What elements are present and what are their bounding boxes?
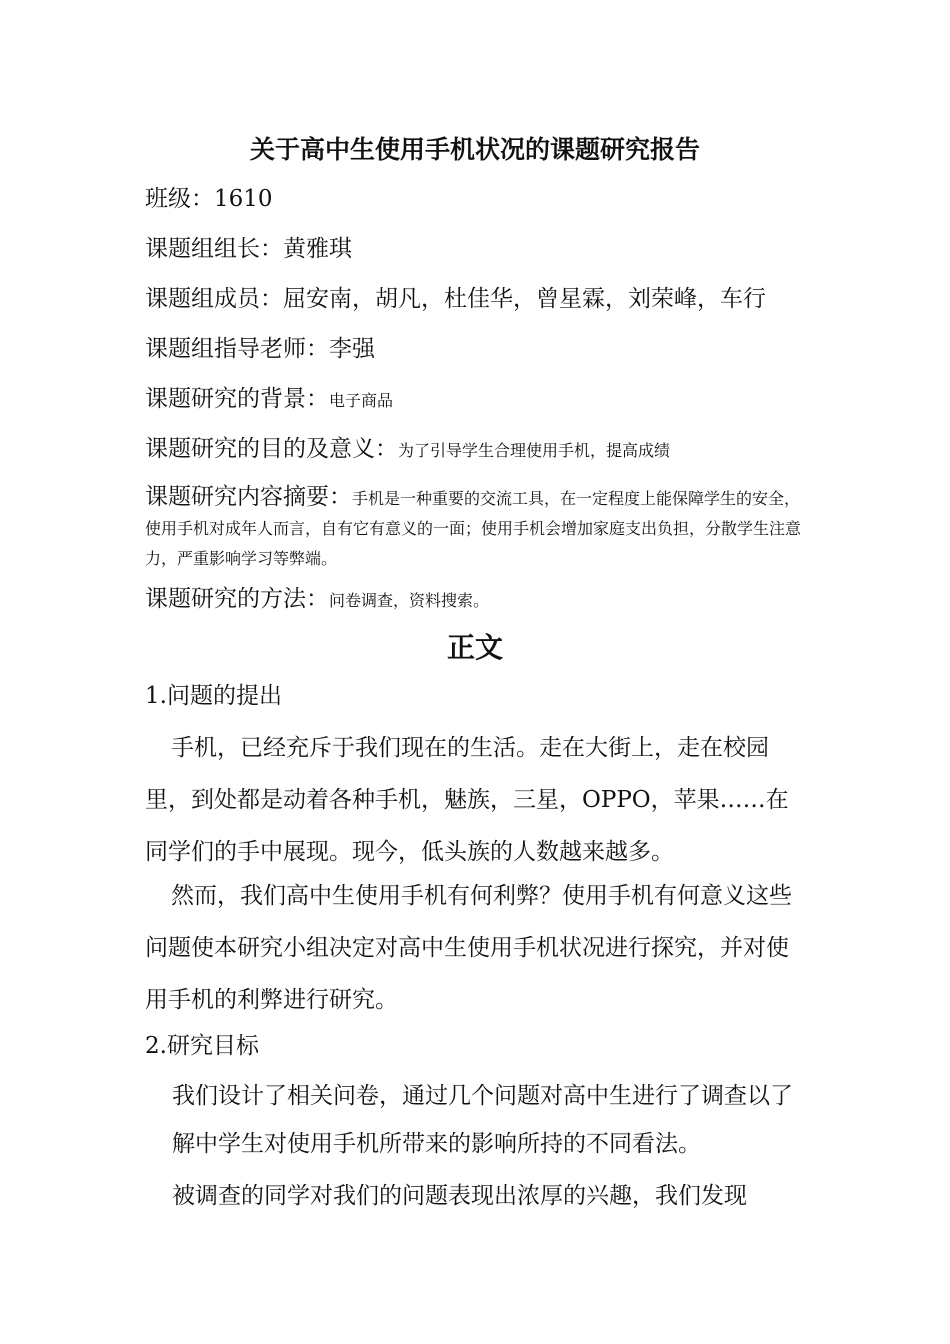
background-line [145, 381, 810, 419]
class-label: 班级： [145, 186, 214, 212]
background-label: 课题研究的背景： [145, 386, 329, 412]
class-value: 1610 [214, 186, 273, 212]
leader-label: 课题组组长： [145, 236, 283, 262]
class-line [145, 181, 810, 217]
section1-paragraph-2: 然而，我们高中生使用手机有何利弊？使用手机有何意义这些问题使本研究小组决定对高中生使用手机状况进行探究，并对使用手机的利弊进行研究。 [145, 883, 792, 1013]
method-line [145, 581, 810, 619]
report-title: 关于高中生使用手机状况的课题研究报告 [249, 135, 700, 164]
method-label: 课题研究的方法： [145, 586, 329, 612]
background-value: 电子商品 [329, 391, 394, 410]
purpose-label: 课题研究的目的及意义： [145, 436, 398, 462]
advisor-label: 课题组指导老师： [145, 336, 329, 362]
advisor-line [145, 331, 810, 367]
leader-value: 黄雅琪 [283, 236, 352, 262]
method-value: 问卷调查，资料搜索。 [329, 591, 490, 610]
leader-line [145, 231, 810, 267]
members-label: 课题组成员： [145, 286, 283, 312]
section1-title: 1.问题的提出 [145, 683, 282, 709]
section2-paragraph-2: 被调查的同学对我们的问题表现出浓厚的兴趣，我们发现 [172, 1183, 747, 1209]
advisor-value: 李强 [329, 336, 375, 362]
members-line [145, 281, 810, 317]
abstract-value: 手机是一种重要的交流工具，在一定程度上能保障学生的安全，使用手机对成年人而言，自有它有意义的一面；使用手机会增加家庭支出负担，分散学生注意力，严重影响学习等弊端。 [145, 489, 802, 568]
purpose-value: 为了引导学生合理使用手机，提高成绩 [398, 441, 671, 460]
section2-title: 2.研究目标 [145, 1033, 259, 1059]
purpose-line [145, 431, 810, 469]
abstract-label: 课题研究内容摘要： [145, 484, 352, 510]
abstract-paragraph [145, 482, 810, 574]
section2-paragraph-1: 我们设计了相关问卷，通过几个问题对高中生进行了调查以了解中学生对使用手机所带来的影响所持的不同看法。 [172, 1083, 793, 1157]
section1-paragraph-1: 手机，已经充斥于我们现在的生活。走在大街上，走在校园里，到处都是动着各种手机，魅族，三星，OPPO，苹果……在同学们的手中展现。现今，低头族的人数越来越多。 [145, 735, 789, 865]
members-value: 屈安南，胡凡，杜佳华，曾星霖，刘荣峰，车行 [283, 286, 766, 312]
main-heading: 正文 [446, 631, 503, 664]
